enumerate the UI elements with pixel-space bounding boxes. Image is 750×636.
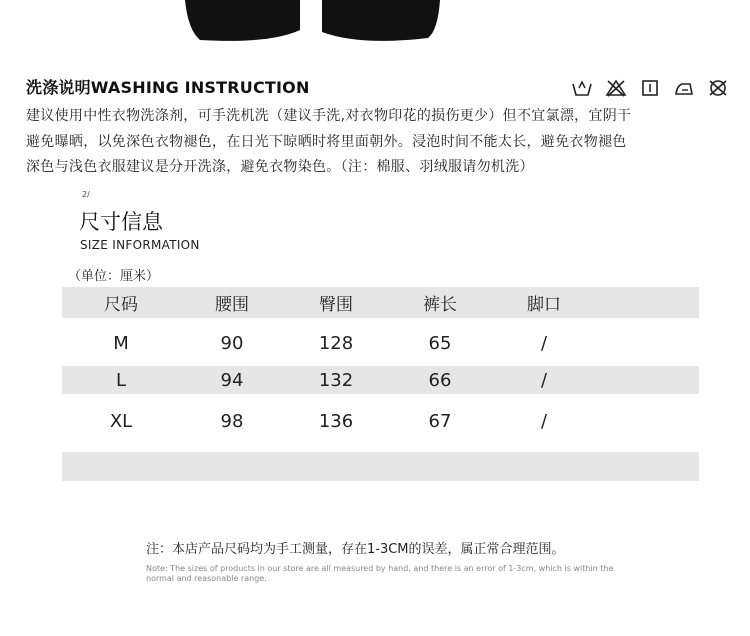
- washing-line: 深色与浅色衣服建议是分开洗涤，避免衣物染色。（注：棉服、羽绒服请勿机洗）: [26, 159, 534, 175]
- table-cell: 65: [428, 333, 452, 354]
- table-empty-row: [62, 452, 699, 481]
- tumble-dry-icon: [639, 79, 661, 97]
- table-cell: 94: [220, 369, 244, 391]
- iron-icon: [673, 79, 695, 97]
- table-cell: 98: [220, 411, 244, 432]
- header-cell: 裤长: [423, 295, 457, 315]
- product-image-shorts: [0, 0, 750, 50]
- size-table: [62, 287, 699, 481]
- table-cell: L: [115, 369, 127, 391]
- size-unit-label: （单位：厘米）: [68, 269, 160, 284]
- size-note-cn: 注：本店产品尺码均为手工测量，存在1-3CM的误差，属正常合理范围。: [146, 542, 565, 557]
- table-header-row: [62, 287, 699, 318]
- table-cell: 67: [428, 411, 452, 432]
- table-cell: 136: [318, 411, 354, 432]
- table-cell: 66: [428, 369, 452, 391]
- washing-instruction-text: [26, 104, 726, 181]
- table-cell: /: [540, 369, 548, 391]
- header-cell: 腰围: [215, 295, 249, 315]
- washing-line: 建议使用中性衣物洗涤剂，可手洗机洗（建议手洗,对衣物印花的损伤更少）但不宜氯漂，宜阴干: [26, 108, 632, 124]
- care-icons: [571, 79, 729, 97]
- table-row: [62, 323, 699, 364]
- table-cell: /: [540, 333, 548, 354]
- size-note-en: Note: The sizes of products in our store are all measured by hand, and there is an error of 1-3cm, which is within the normal and reasonable range.: [146, 564, 614, 583]
- washing-instruction-title: 洗涤说明WASHING INSTRUCTION: [26, 78, 310, 97]
- table-cell: XL: [109, 411, 133, 432]
- no-dry-clean-icon: [707, 79, 729, 97]
- section-mark: 2/: [82, 190, 90, 199]
- header-cell: 臀围: [319, 295, 353, 315]
- header-cell: 尺码: [104, 295, 138, 315]
- washing-line: 避免曝晒，以免深色衣物褪色，在日光下晾晒时将里面朝外。浸泡时间不能太长，避免衣物褪色: [26, 133, 627, 150]
- table-row: [62, 401, 699, 442]
- no-bleach-icon: [605, 79, 627, 97]
- table-row: [62, 366, 699, 394]
- table-cell: /: [540, 411, 548, 432]
- table-cell: 128: [318, 333, 354, 354]
- table-cell: 90: [220, 333, 244, 354]
- size-info-subtitle: SIZE INFORMATION: [80, 238, 200, 252]
- header-cell: 脚口: [527, 295, 561, 315]
- table-cell: M: [113, 333, 129, 354]
- hand-wash-icon: [571, 79, 593, 97]
- table-cell: 132: [318, 369, 354, 391]
- size-info-title: 尺寸信息: [79, 210, 163, 234]
